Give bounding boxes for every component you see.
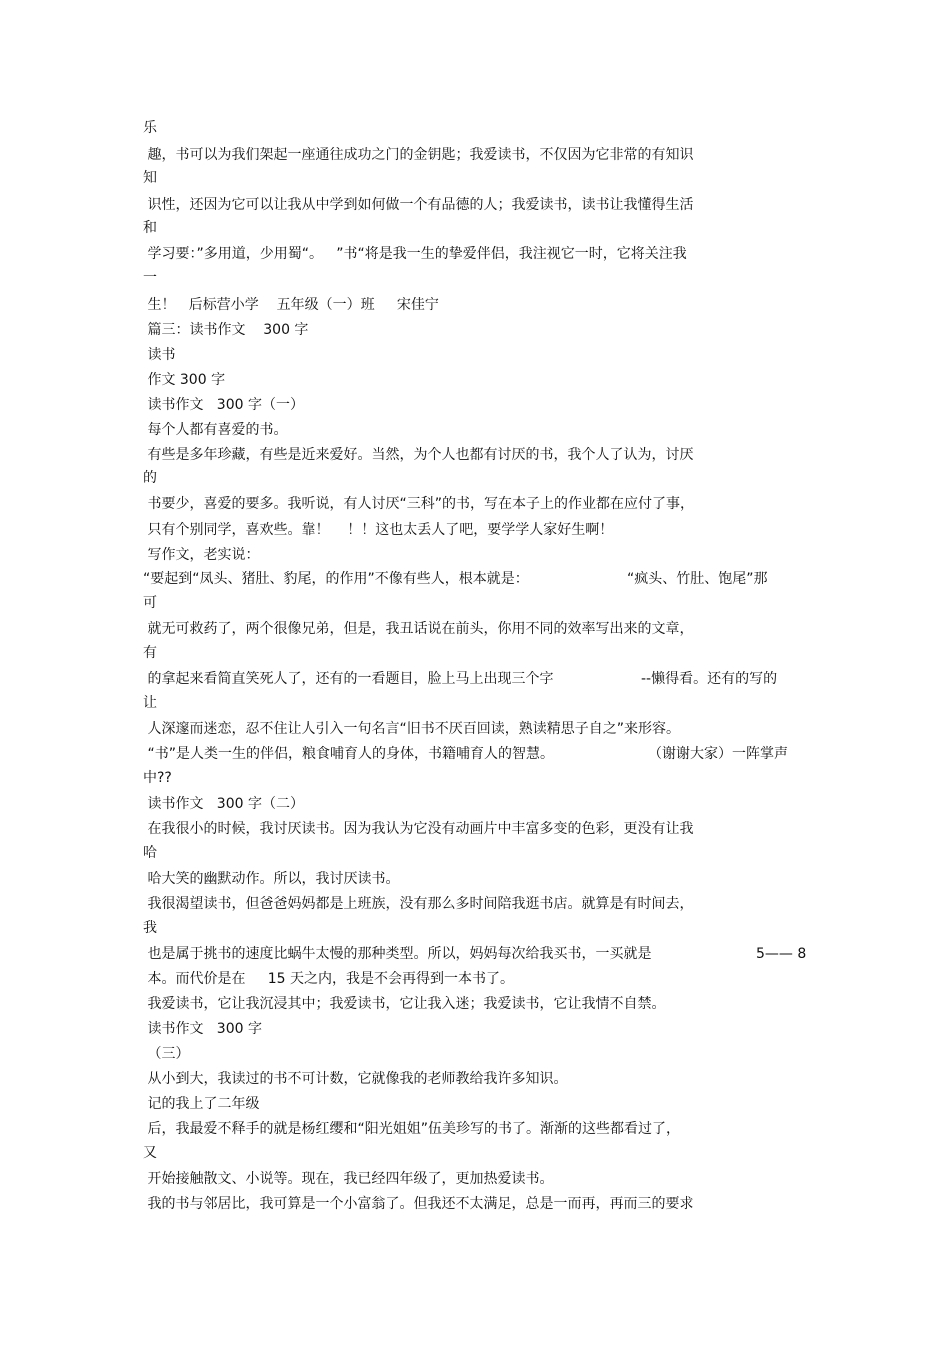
text-line: “疯头、竹肚、饱尾”那: [627, 571, 768, 587]
text-line: 在我很小的时候，我讨厌读书。因为我认为它没有动画片中丰富多变的色彩，更没有让我: [143, 821, 694, 837]
text-line: 读书: [143, 347, 176, 363]
text-line: 有: [143, 645, 157, 661]
text-line: 也是属于挑书的速度比蜗牛太慢的那种类型。所以，妈妈每次给我买书，一买就是: [143, 946, 652, 962]
text-line: 记的我上了二年级: [143, 1096, 260, 1112]
text-line: 作文 300 字: [143, 372, 226, 388]
text-line: 乐: [143, 120, 157, 136]
subsection-heading: 读书作文 300 字（一）: [143, 397, 304, 413]
text-line: （谢谢大家）一阵掌声: [648, 746, 788, 762]
subsection-heading: 读书作文 300 字（二）: [143, 796, 304, 812]
text-line: 识性，还因为它可以让我从中学到如何做一个有品德的人；我爱读书，读书让我懂得生活: [143, 197, 694, 213]
section-heading: 篇三：读书作文 300 字: [143, 322, 309, 338]
text-line: “要起到“凤头、猪肚、豹尾，的作用”不像有些人，根本就是：: [143, 571, 529, 587]
text-line: 每个人都有喜爱的书。: [143, 422, 288, 438]
text-line: 写作文，老实说：: [143, 547, 260, 563]
text-line: 我的书与邻居比，我可算是一个小富翁了。但我还不太满足，总是一而再，再而三的要求: [143, 1196, 694, 1212]
text-line: 趣，书可以为我们架起一座通往成功之门的金钥匙；我爱读书，不仅因为它非常的有知识: [143, 147, 694, 163]
text-line: 人深邃而迷恋，忍不住让人引入一句名言“旧书不厌百回读，熟读精思子自之”来形容。: [143, 721, 680, 737]
text-line: 生！ 后标营小学 五年级（一）班 宋佳宁: [143, 297, 439, 313]
text-line: 从小到大，我读过的书不可计数，它就像我的老师教给我许多知识。: [143, 1071, 568, 1087]
text-line: “书”是人类一生的伴侣，粮食哺育人的身体，书籍哺育人的智慧。: [143, 746, 554, 762]
subsection-heading: 读书作文 300 字: [143, 1021, 262, 1037]
text-line: 5—— 8: [756, 946, 807, 962]
text-line: 哈: [143, 845, 157, 861]
text-line: 学习要：”多用道，少用蜀“。 ”书“将是我一生的挚爱伴侣，我注视它一时，它将关注我: [143, 246, 687, 262]
text-line: 后，我最爱不释手的就是杨红缨和“阳光姐姐”伍美珍写的书了。渐渐的这些都看过了，: [143, 1121, 680, 1137]
text-line: 开始接触散文、小说等。现在，我已经四年级了，更加热爱读书。: [143, 1171, 554, 1187]
text-line: 一: [143, 270, 157, 286]
text-line: 有些是多年珍藏，有些是近来爱好。当然，为个人也都有讨厌的书，我个人了认为，讨厌: [143, 447, 694, 463]
text-line: 中??: [143, 770, 172, 786]
text-line: 我爱读书，它让我沉浸其中；我爱读书，它让我入迷；我爱读书，它让我情不自禁。: [143, 996, 666, 1012]
text-line: 只有个别同学，喜欢些。靠！ ！！这也太丢人了吧，要学学人家好生啊！: [143, 522, 614, 538]
text-line: --懒得看。还有的写的: [641, 671, 778, 687]
text-line: 的: [143, 470, 157, 486]
text-line: 让: [143, 695, 157, 711]
text-line: （三）: [143, 1046, 190, 1062]
text-line: 的拿起来看简直笑死人了，还有的一看题目，脸上马上出现三个字: [143, 671, 554, 687]
text-line: 和: [143, 220, 157, 236]
text-line: 可: [143, 595, 157, 611]
text-line: 又: [143, 1145, 157, 1161]
text-line: 我很渴望读书，但爸爸妈妈都是上班族，没有那么多时间陪我逛书店。就算是有时间去，: [143, 896, 694, 912]
text-line: 哈大笑的幽默动作。所以，我讨厌读书。: [143, 871, 400, 887]
text-line: 书要少，喜爱的要多。我听说，有人讨厌“三科”的书，写在本子上的作业都在应付了事，: [143, 496, 694, 512]
text-line: 就无可救药了，两个很像兄弟，但是，我丑话说在前头，你用不同的效率写出来的文章，: [143, 621, 694, 637]
text-line: 知: [143, 170, 157, 186]
text-line: 我: [143, 920, 157, 936]
text-line: 本。而代价是在 15 天之内，我是不会再得到一本书了。: [143, 971, 514, 987]
